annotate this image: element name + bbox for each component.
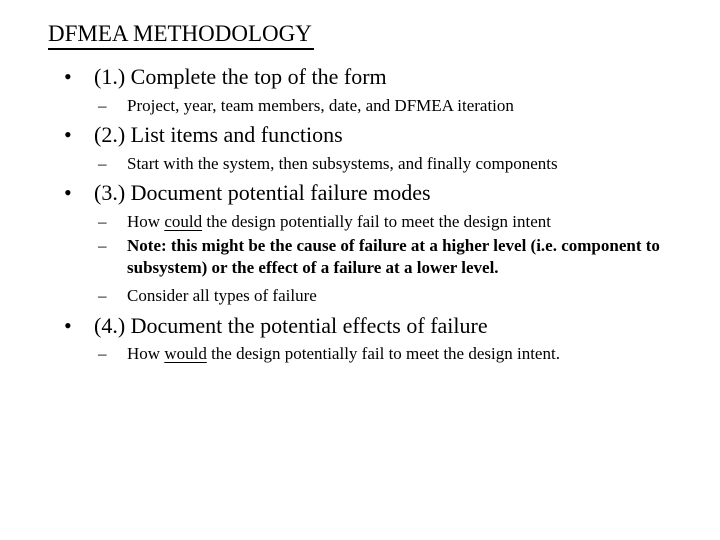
dash-icon: – — [98, 286, 107, 305]
page-title: DFMEA METHODOLOGY — [48, 20, 314, 50]
underlined-word: could — [164, 212, 203, 231]
underlined-word: would — [164, 344, 207, 363]
sub-item-text — [127, 343, 698, 365]
sub-text-pre: How — [127, 212, 165, 231]
sub-item-2-1 — [98, 153, 698, 175]
sub-item-3-2 — [98, 235, 698, 279]
dash-icon: – — [98, 344, 107, 363]
bullet-item-1 — [64, 64, 387, 90]
bullet-label: (1.) Complete the top of the form — [94, 64, 387, 89]
sub-text-post: the design potentially fail to meet the design intent. — [206, 344, 560, 363]
bullet-icon: • — [64, 122, 72, 147]
dash-icon: – — [98, 212, 107, 231]
sub-item-text: Start with the system, then subsystems, and finally components — [127, 154, 558, 173]
sub-item-3-3 — [98, 285, 698, 307]
sub-item-4-1 — [98, 343, 698, 365]
sub-item-text: Project, year, team members, date, and DFMEA iteration — [127, 96, 514, 115]
note-text: Note: this might be the cause of failure at a higher level (i.e. component to subsystem) or the effect of a failure at a lower level. — [127, 236, 660, 277]
bullet-label: (4.) Document the potential effects of failure — [94, 313, 488, 338]
bullet-label: (2.) List items and functions — [94, 122, 343, 147]
bullet-item-3 — [64, 180, 431, 206]
bullet-label: (3.) Document potential failure modes — [94, 180, 431, 205]
sub-item-text — [127, 211, 698, 233]
sub-item-1-1 — [98, 95, 698, 117]
sub-text-post: the design potentially fail to meet the design intent — [202, 212, 551, 231]
sub-item-3-1 — [98, 211, 698, 233]
bullet-item-2 — [64, 122, 343, 148]
bullet-icon: • — [64, 64, 72, 89]
dash-icon: – — [98, 96, 107, 115]
dash-icon: – — [98, 236, 107, 255]
sub-item-text: Consider all types of failure — [127, 286, 317, 305]
bullet-icon: • — [64, 180, 72, 205]
sub-text-pre: How — [127, 344, 165, 363]
bullet-icon: • — [64, 313, 72, 338]
bullet-item-4 — [64, 313, 488, 339]
dash-icon: – — [98, 154, 107, 173]
